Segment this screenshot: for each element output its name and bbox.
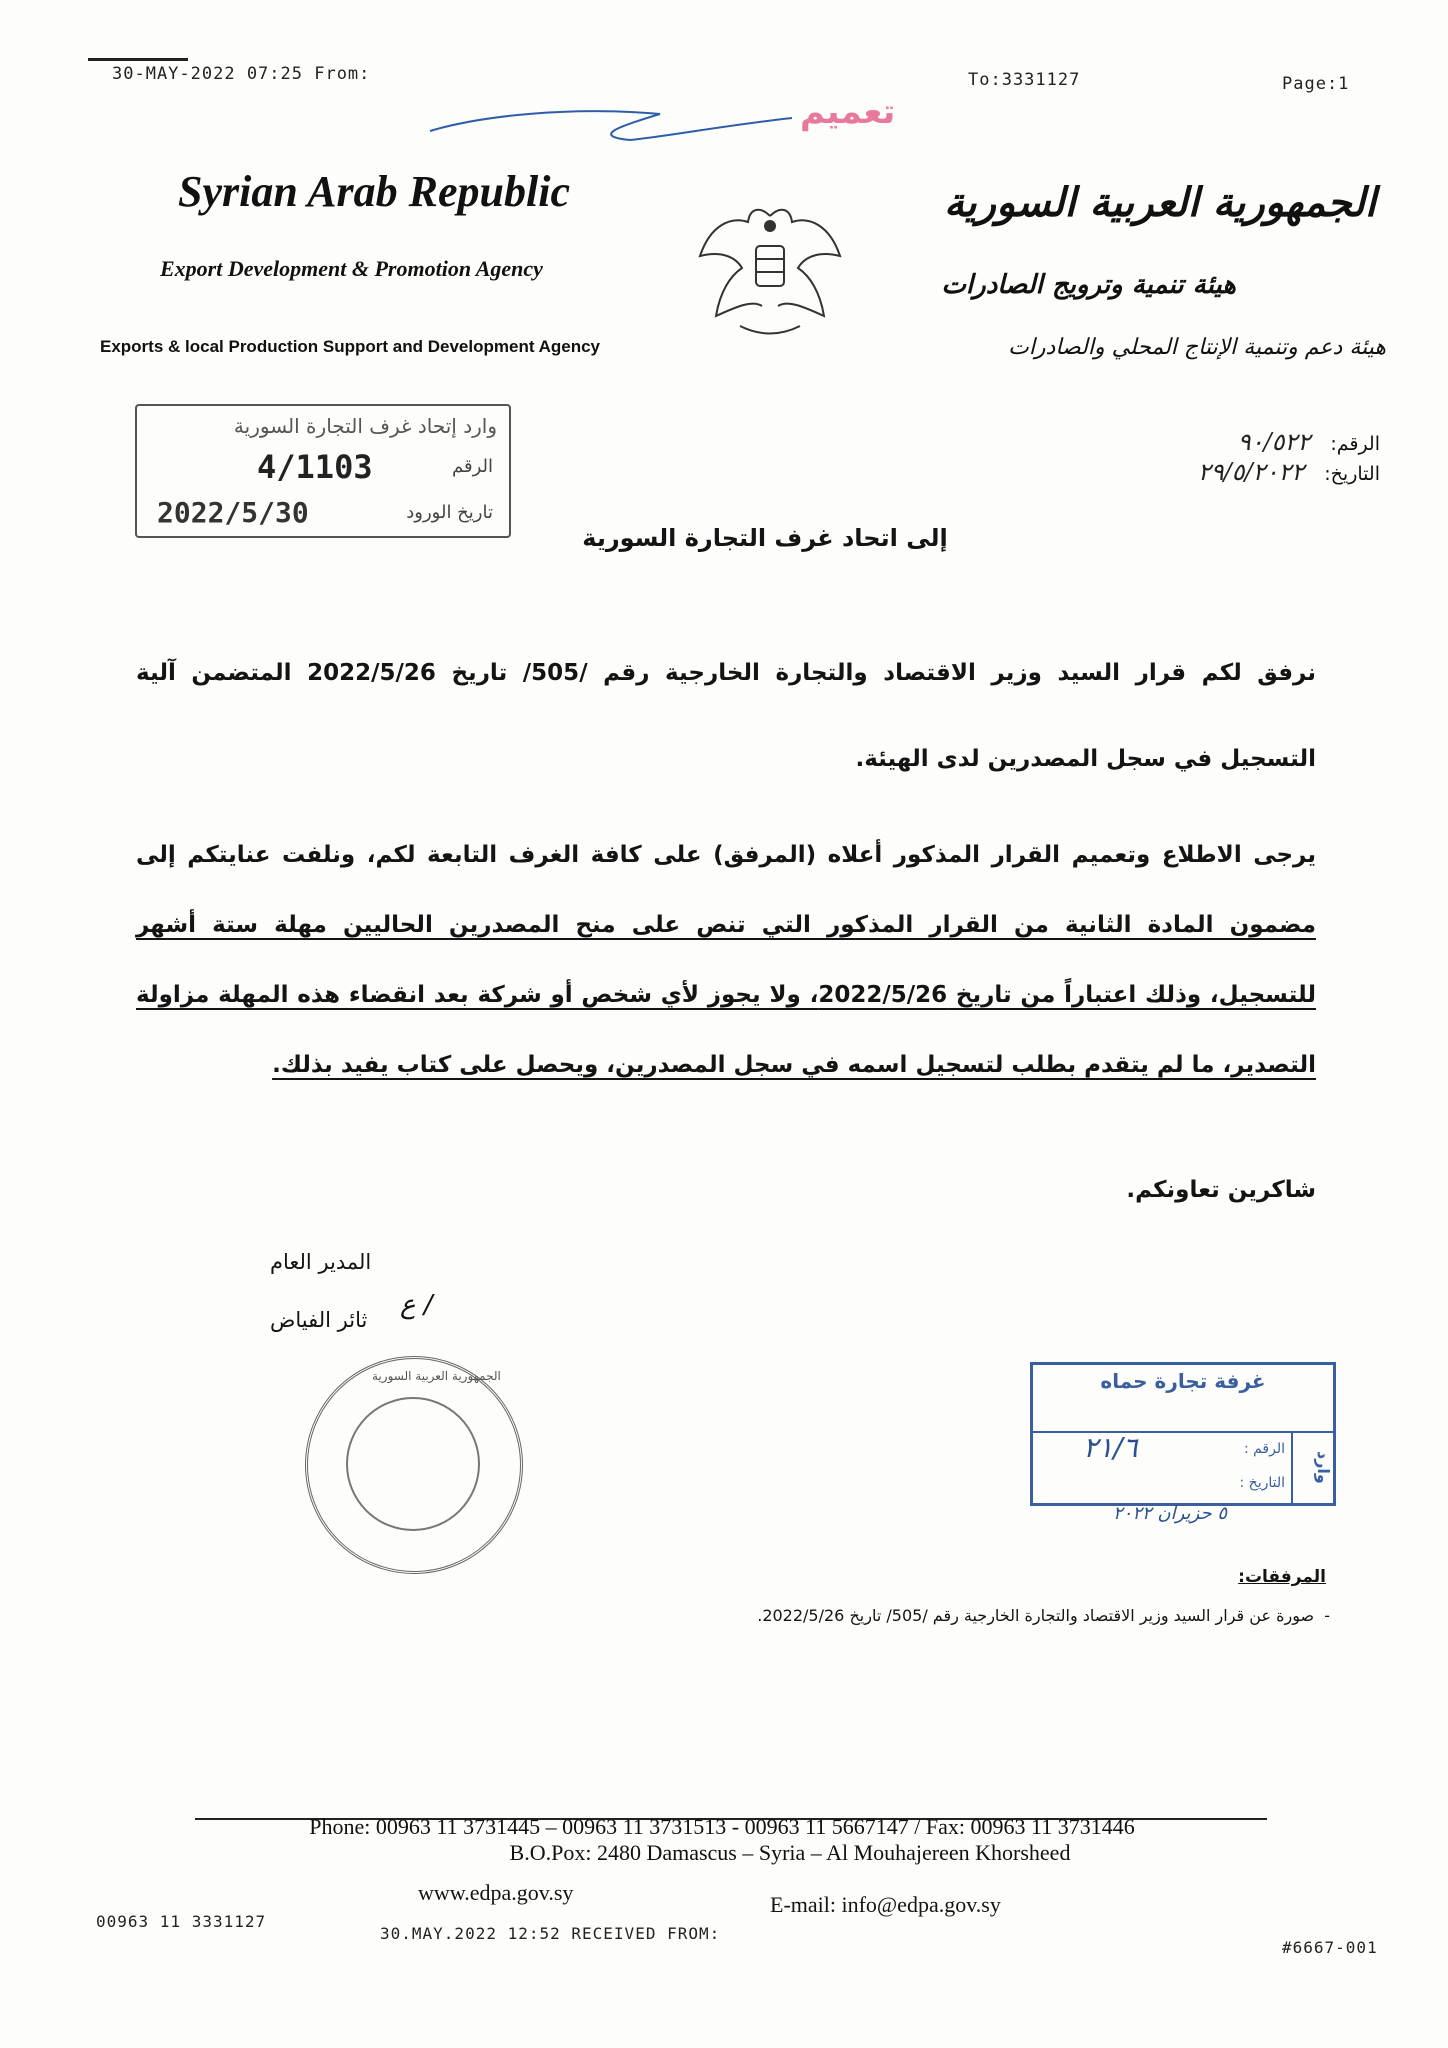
- seal-inner-ring: [346, 1397, 480, 1531]
- letterhead-en-support-agency: Exports & local Production Support and Development Agency: [100, 337, 600, 356]
- chamber-incoming-stamp: [1030, 1362, 1336, 1524]
- chamber-stamp-divider: [1033, 1431, 1333, 1433]
- reference-date-label: التاريخ:: [1324, 463, 1380, 485]
- reference-date-value: ٢٩/٥/٢٠٢٢: [1197, 458, 1305, 486]
- chamber-number-value: ٢١/٦: [1083, 1431, 1138, 1464]
- body-paragraph-2-intro: يرجى الاطلاع وتعميم القرار المذكور أعلاه (المرفق) على كافة الغرف التابعة لكم، ونلفت عنايتكم إلى: [136, 842, 1316, 868]
- fax-header-to: To:3331127: [968, 70, 1081, 90]
- fax-footer-received: 30.MAY.2022 12:52 RECEIVED FROM:: [380, 1924, 721, 1943]
- stamp-date-label: تاريخ الورود: [406, 502, 493, 523]
- chamber-number-label: الرقم :: [1243, 1441, 1285, 1457]
- reference-number: [1238, 428, 1380, 456]
- body-paragraph-1: نرفق لكم قرار السيد وزير الاقتصاد والتجارة الخارجية رقم /505/ تاريخ 2022/5/26 المتضمن آلية التسجيل في سجل المصدرين لدى الهيئة.: [136, 660, 1317, 772]
- signatory-title: المدير العام: [270, 1250, 372, 1274]
- chamber-stamp-side-label: وارد: [1291, 1431, 1333, 1503]
- addressee: إلى اتحاد غرف التجارة السورية: [582, 524, 948, 552]
- handwritten-circulate-note: تعميم: [800, 92, 896, 132]
- chamber-name: غرفة تجارة حماه: [1100, 1369, 1266, 1393]
- stamp-number-value: 4/1103: [257, 448, 373, 486]
- closing-thanks: شاكرين تعاونكم.: [1126, 1177, 1316, 1203]
- signature-mark: ع /: [400, 1290, 433, 1320]
- letterhead-en-title: Syrian Arab Republic: [178, 167, 570, 216]
- body-paragraph-2-underlined: مضمون المادة الثانية من القرار المذكور التي تنص على منح المصدرين الحاليين مهلة ستة أشهر للتسجيل، وذلك اعتباراً من تاريخ 2022/5/26، ولا يجوز لأي شخص أو شركة بعد انقضاء هذه المهلة مزاولة التصدير، ما لم يتقدم بطلب لتسجيل اسمه في سجل المصدرين، ويحصل على كتاب يفيد بذلك.: [136, 912, 1316, 1078]
- fax-footer-job: #6667-001: [1282, 1938, 1378, 1957]
- attachment-item: - صورة عن قرار السيد وزير الاقتصاد والتجارة الخارجية رقم /505/ تاريخ 2022/5/26.: [757, 1606, 1330, 1625]
- fax-header-underline: [88, 58, 188, 61]
- stamp-number-label: الرقم: [451, 456, 493, 477]
- letterhead-ar-agency: هيئة تنمية وترويج الصادرات: [941, 270, 1236, 300]
- pen-stroke-scribble: [420, 96, 800, 156]
- eagle-emblem-icon: [690, 196, 850, 346]
- letterhead-en-agency: Export Development & Promotion Agency: [160, 256, 543, 281]
- attachments-heading: المرفقات:: [1238, 1567, 1326, 1587]
- fax-header-page: Page:1: [1282, 74, 1350, 94]
- fax-header-sent: 30-MAY-2022 07:25 From:: [112, 64, 371, 84]
- body-paragraph-2: [136, 820, 1316, 1100]
- reference-date: [1198, 458, 1380, 486]
- seal-ring-text: الجمهورية العربية السورية: [372, 1369, 501, 1383]
- chamber-date-value: ٥ حزيران ٢٠٢٢: [1113, 1503, 1228, 1524]
- footer-address: B.O.Pox: 2480 Damascus – Syria – Al Mouhajereen Khorsheed: [509, 1840, 1071, 1865]
- footer-website: www.edpa.gov.sy: [418, 1880, 574, 1905]
- signatory-name: ثائر الفياض: [270, 1308, 368, 1332]
- fax-footer-number: 00963 11 3331127: [96, 1912, 267, 1931]
- footer-email: E-mail: info@edpa.gov.sy: [770, 1892, 1001, 1917]
- official-round-seal: [305, 1356, 523, 1574]
- attachment-item-text: صورة عن قرار السيد وزير الاقتصاد والتجارة الخارجية رقم /505/ تاريخ 2022/5/26.: [757, 1606, 1315, 1625]
- reference-number-label: الرقم:: [1330, 433, 1380, 455]
- letterhead-ar-support-agency: هيئة دعم وتنمية الإنتاج المحلي والصادرات: [1008, 335, 1386, 360]
- chamber-date-label: التاريخ :: [1239, 1475, 1285, 1491]
- letterhead-ar-republic: الجمهورية العربية السورية: [944, 180, 1376, 226]
- stamp-date-value: 2022/5/30: [157, 496, 309, 529]
- stamp-org: وارد إتحاد غرف التجارة السورية: [233, 414, 497, 438]
- incoming-registry-stamp: [135, 404, 511, 538]
- footer-phone: Phone: 00963 11 3731445 – 00963 11 3731513 - 00963 11 5667147 / Fax: 00963 11 3731446: [309, 1814, 1135, 1839]
- reference-number-value: ٩٠/٥٢٢: [1237, 428, 1311, 456]
